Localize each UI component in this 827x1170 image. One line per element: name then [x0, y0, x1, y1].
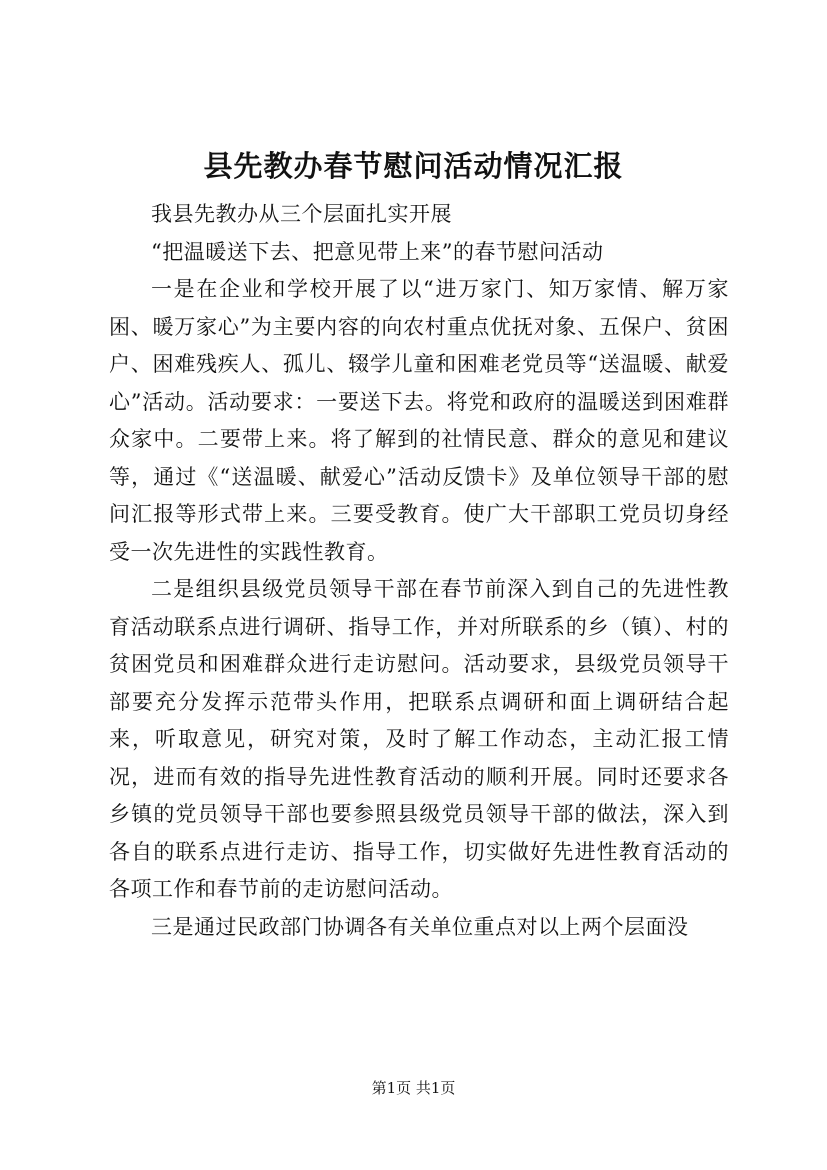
- paragraph-intro-line2: “把温暖送下去、把意见带上来”的春节慰问活动: [151, 239, 604, 264]
- page-footer: 第1页 共1页: [371, 1079, 456, 1097]
- paragraph-second-level: 二是组织县级党员领导干部在春节前深入到自己的先进性教育活动联系点进行调研、指导工作，并对所联系的乡（镇）、村的贫困党员和困难群众进行走访慰问。活动要求，县级党员领导干部要充分发挥示范带头作用，把联系点调研和面上调研结合起来，听取意见，研究对策，及时了解工作动态，主动汇报工情况，进而有效的指导先进性教育活动的顺利开展。同时还要求各乡镇的党员领导干部也要参照县级党员领导干部的做法，深入到各自的联系点进行走访、指导工作，切实做好先进性教育活动的各项工作和春节前的走访慰问活动。: [109, 577, 729, 901]
- paragraph-intro-line1: 我县先教办从三个层面扎实开展: [151, 202, 452, 226]
- document-title: 县先教办春节慰问活动情况汇报: [203, 149, 624, 183]
- paragraph-third-level: 三是通过民政部门协调各有关单位重点对以上两个层面没: [151, 914, 689, 939]
- document-body: [109, 196, 729, 946]
- paragraph-first-level: 一是在企业和学校开展了以“进万家门、知万家情、解万家困、暖万家心”为主要内容的向农村重点优抚对象、五保户、贫困户、困难残疾人、孤儿、辍学儿童和困难老党员等“送温暖、献爱心”活动。活动要求：一要送下去。将党和政府的温暖送到困难群众家中。二要带上来。将了解到的社情民意、群众的意见和建议等，通过《“送温暖、献爱心”活动反馈卡》及单位领导干部的慰问汇报等形式带上来。三要受教育。使广大干部职工党员切身经受一次先进性的实践性教育。: [109, 277, 729, 564]
